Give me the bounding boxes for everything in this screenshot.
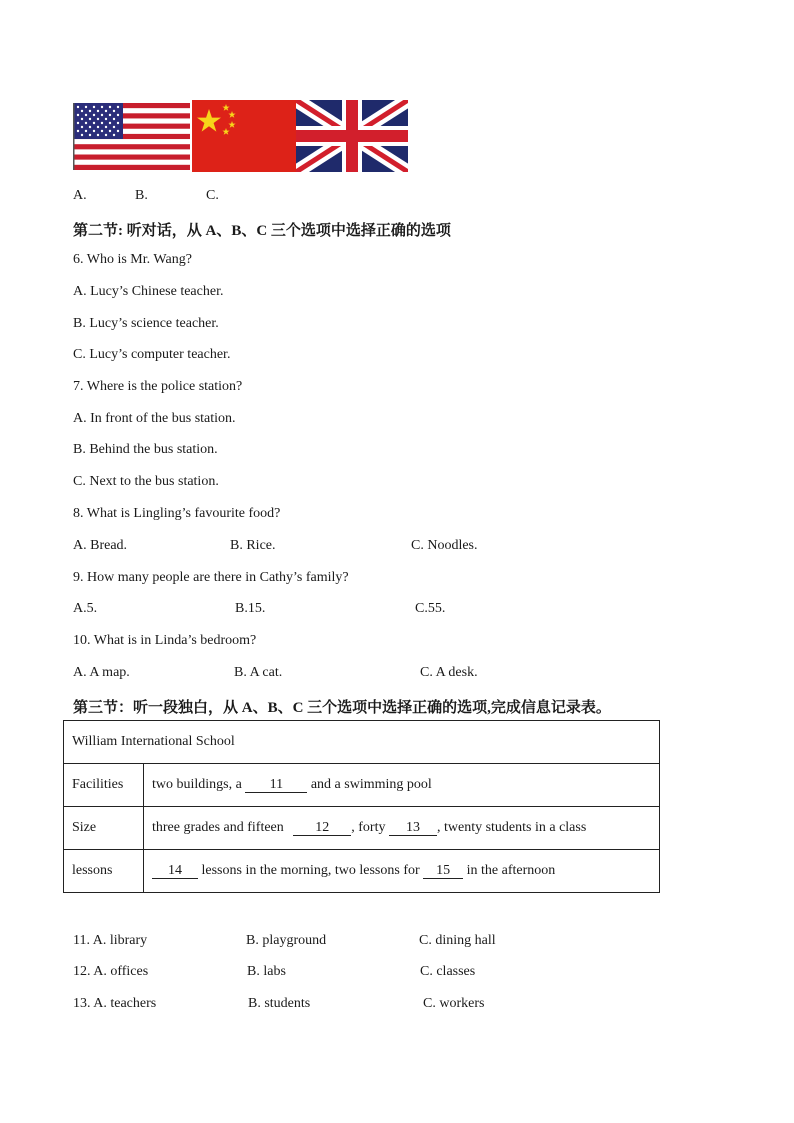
cell-text: in the afternoon: [466, 863, 556, 878]
q10-option-a: A. A map.: [73, 665, 130, 680]
cell-text: three grades and fifteen: [152, 820, 284, 835]
q9-option-c: C.55.: [415, 601, 446, 616]
q9-option-b: B.15.: [235, 601, 266, 616]
q12-option-a: 12. A. offices: [73, 964, 149, 979]
flag-label-a: A.: [73, 188, 87, 203]
table-row: [64, 764, 660, 807]
q12-option-c: C. classes: [420, 964, 476, 979]
question-8: 8. What is Lingling’s favourite food?: [73, 506, 281, 521]
blank-14: 14: [152, 864, 198, 879]
q7-option-b: B. Behind the bus station.: [73, 442, 218, 457]
table-row: [64, 850, 660, 893]
cell-text: , twenty students in a class: [436, 820, 587, 835]
question-9: 9. How many people are there in Cathy’s family?: [73, 570, 349, 585]
q6-option-a: A. Lucy’s Chinese teacher.: [73, 284, 224, 299]
question-7: 7. Where is the police station?: [73, 379, 243, 394]
table-row: [64, 807, 660, 850]
q6-option-c: C. Lucy’s computer teacher.: [73, 347, 231, 362]
section-2-heading: 第二节: 听对话，从 A、B、C 三个选项中选择正确的选项: [73, 223, 451, 239]
row-label-size: Size: [64, 807, 144, 850]
q13-option-a: 13. A. teachers: [73, 996, 157, 1011]
q10-option-c: C. A desk.: [420, 665, 478, 680]
blank-12: 12: [293, 821, 351, 836]
question-6: 6. Who is Mr. Wang?: [73, 252, 192, 267]
china-flag-image: [192, 100, 296, 172]
q8-option-a: A. Bread.: [73, 538, 128, 553]
cell-text: and a swimming pool: [310, 777, 432, 792]
blank-13: 13: [389, 821, 437, 836]
q8-option-b: B. Rice.: [230, 538, 276, 553]
q10-option-b: B. A cat.: [234, 665, 283, 680]
info-record-table: [63, 720, 660, 893]
cell-text: , forty: [351, 820, 386, 835]
cell-text: two buildings, a: [152, 777, 242, 792]
section-3-heading: 第三节：听一段独白，从 A、B、C 三个选项中选择正确的选项,完成信息记录表。: [73, 700, 611, 716]
q9-option-a: A.5.: [73, 601, 98, 616]
q7-option-c: C. Next to the bus station.: [73, 474, 219, 489]
size-cell: [144, 807, 660, 850]
q8-option-c: C. Noodles.: [411, 538, 478, 553]
q11-option-b: B. playground: [246, 933, 327, 948]
uk-flag-image: [296, 100, 408, 172]
row-label-lessons: lessons: [64, 850, 144, 893]
flag-label-b: B.: [135, 188, 148, 203]
question-10: 10. What is in Linda’s bedroom?: [73, 633, 257, 648]
usa-flag-image: [73, 103, 190, 170]
row-label-facilities: Facilities: [64, 764, 144, 807]
q13-option-c: C. workers: [423, 996, 485, 1011]
table-title-cell: [64, 721, 660, 764]
q11-option-a: 11. A. library: [73, 933, 148, 948]
q13-option-b: B. students: [248, 996, 311, 1011]
q12-option-b: B. labs: [247, 964, 286, 979]
flag-label-c: C.: [206, 188, 219, 203]
cell-text: lessons in the morning, two lessons for: [201, 863, 420, 878]
lessons-cell: [144, 850, 660, 893]
blank-11: 11: [245, 778, 307, 793]
q6-option-b: B. Lucy’s science teacher.: [73, 316, 219, 331]
facilities-cell: [144, 764, 660, 807]
blank-15: 15: [423, 864, 463, 879]
q7-option-a: A. In front of the bus station.: [73, 411, 236, 426]
school-name: William International School: [72, 734, 235, 749]
q11-option-c: C. dining hall: [419, 933, 496, 948]
table-row: [64, 721, 660, 764]
